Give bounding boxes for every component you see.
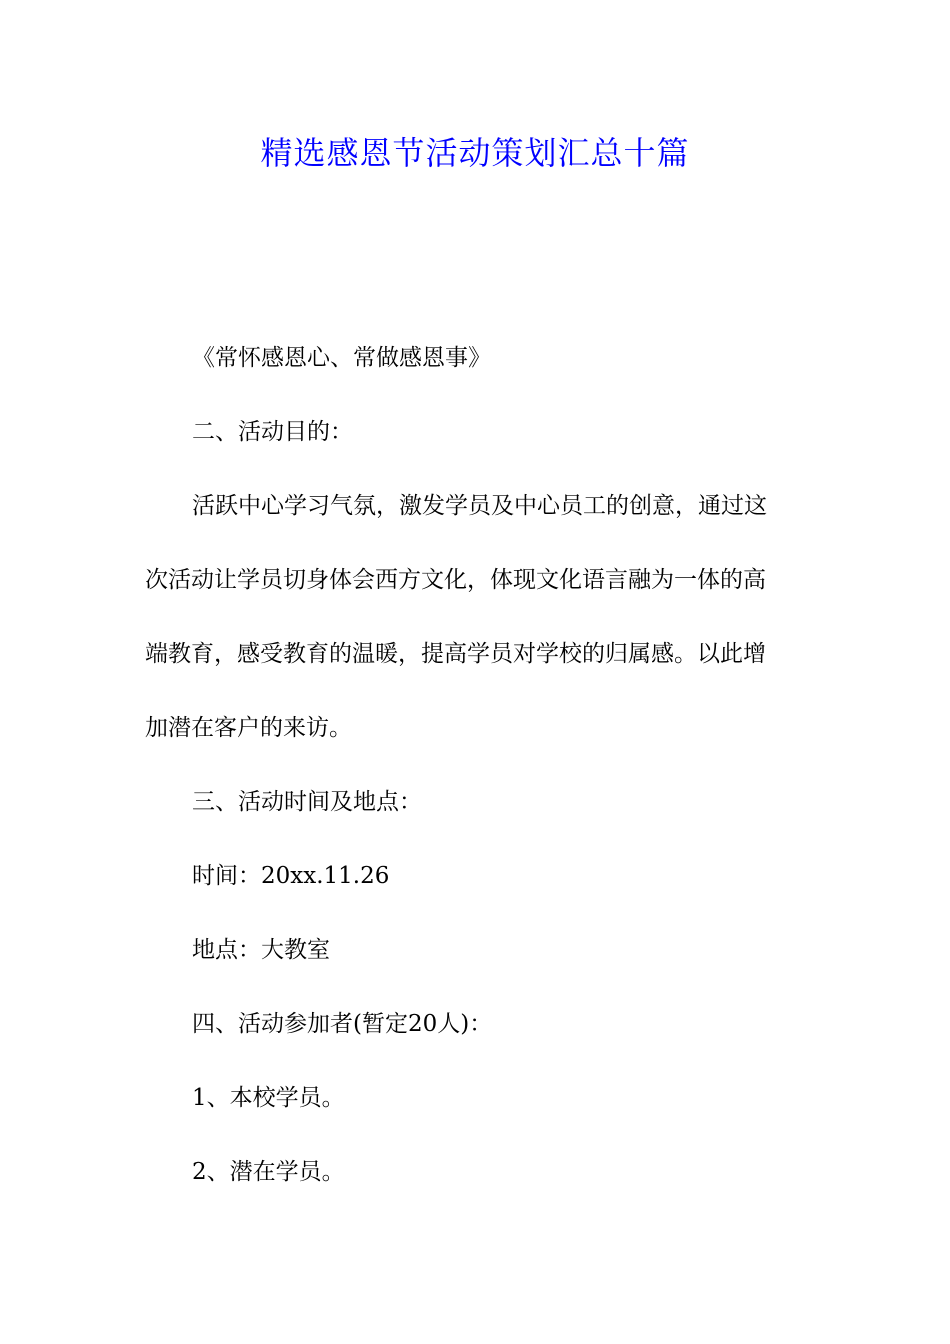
participant-item: 2、潜在学员。 bbox=[192, 1159, 345, 1185]
participant-item: 1、本校学员。 bbox=[192, 1085, 345, 1111]
event-place: 地点：大教室 bbox=[192, 937, 330, 963]
purpose-paragraph bbox=[145, 469, 805, 765]
document-title: 精选感恩节活动策划汇总十篇 bbox=[260, 134, 690, 172]
section-heading-time-place: 三、活动时间及地点： bbox=[192, 789, 422, 815]
paragraph-line: 活跃中心学习气氛，激发学员及中心员工的创意，通过这 bbox=[192, 493, 767, 519]
paragraph-line: 端教育，感受教育的温暖，提高学员对学校的归属感。以此增 bbox=[145, 641, 766, 667]
section-heading-participants: 四、活动参加者(暂定20人)： bbox=[192, 1011, 493, 1037]
event-time: 时间：20xx.11.26 bbox=[192, 863, 390, 889]
paragraph-line: 次活动让学员切身体会西方文化，体现文化语言融为一体的高 bbox=[145, 567, 766, 593]
paragraph-line: 加潜在客户的来访。 bbox=[145, 715, 352, 741]
document-body bbox=[145, 340, 805, 1228]
activity-theme: 《常怀感恩心、常做感恩事》 bbox=[192, 345, 491, 371]
section-heading-purpose: 二、活动目的： bbox=[192, 419, 353, 445]
